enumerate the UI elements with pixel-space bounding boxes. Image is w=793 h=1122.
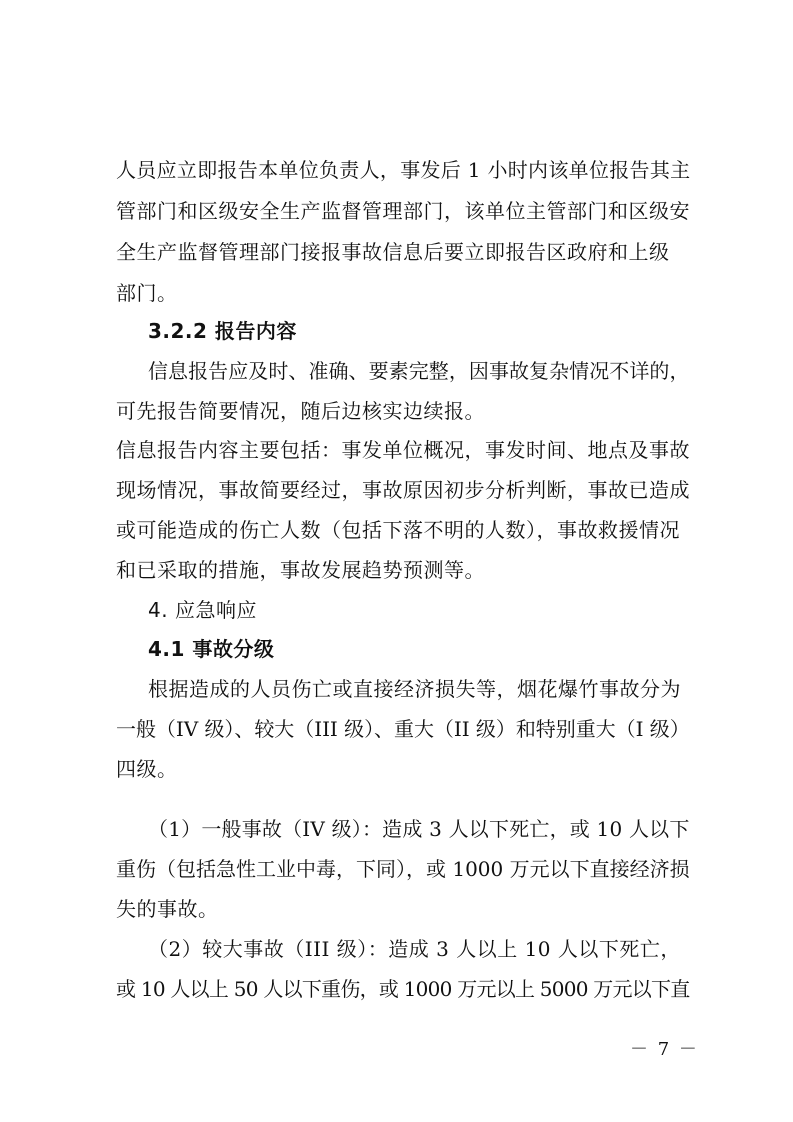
paragraph-line: 四级。	[116, 757, 178, 781]
paragraph-line: 重伤（包括急性工业中毒，下同），或 1000 万元以下直接经济损	[116, 857, 690, 881]
paragraph-line: 一般（IV 级）、较大（III 级）、重大（II 级）和特别重大（I 级）	[116, 717, 690, 741]
paragraph-line: 根据造成的人员伤亡或直接经济损失等，烟花爆竹事故分为	[148, 677, 681, 701]
paragraph-line: 或可能造成的伤亡人数（包括下落不明的人数），事故救援情况	[116, 518, 680, 542]
paragraph-line: 信息报告内容主要包括：事发单位概况，事发时间、地点及事故	[116, 438, 690, 462]
paragraph-line: 全生产监督管理部门接报事故信息后要立即报告区政府和上级	[116, 240, 670, 264]
paragraph-line: 失的事故。	[116, 897, 219, 921]
section-heading-3-2-2: 3.2.2 报告内容	[148, 319, 297, 343]
section-heading-4: 4. 应急响应	[148, 598, 257, 622]
paragraph-line: 现场情况，事故简要经过，事故原因初步分析判断，事故已造成	[116, 478, 690, 502]
paragraph-line: 部门。	[116, 281, 178, 305]
paragraph-line: 管部门和区级安全生产监督管理部门，该单位主管部门和区级安	[116, 199, 690, 223]
paragraph-line: 可先报告简要情况，随后边核实边续报。	[116, 399, 485, 423]
paragraph-line: （2）较大事故（III 级）：造成 3 人以上 10 人以下死亡，	[148, 937, 681, 961]
paragraph-line: 信息报告应及时、准确、要素完整，因事故复杂情况不详的，	[148, 359, 690, 383]
paragraph-line: 或 10 人以上 50 人以下重伤，或 1000 万元以上 5000 万元以下直	[116, 977, 690, 1001]
paragraph-line: （1）一般事故（IV 级）：造成 3 人以下死亡，或 10 人以下	[148, 817, 690, 841]
section-heading-4-1: 4.1 事故分级	[148, 637, 275, 661]
paragraph-line: 人员应立即报告本单位负责人，事发后 1 小时内该单位报告其主	[116, 158, 691, 182]
page-number: － 7 －	[630, 1039, 699, 1060]
paragraph-line: 和已采取的措施，事故发展趋势预测等。	[116, 558, 485, 582]
